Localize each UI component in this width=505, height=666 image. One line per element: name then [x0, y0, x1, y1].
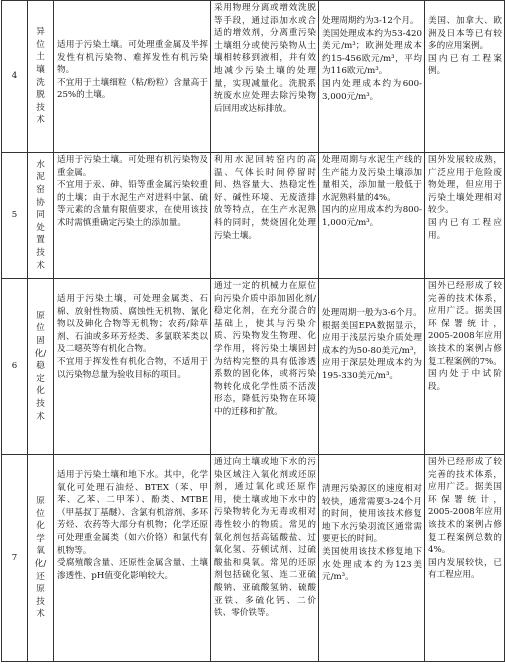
applicability-text: 不宜用于挥发性有机化合物，不适用于以污染物总量为验收目标的项目。	[57, 356, 208, 380]
status-text: 国内已有工程应用。	[428, 217, 502, 241]
principle-cell	[211, 455, 319, 662]
applicability-text: 受腐殖酸含量、还原性金属含量、土壤渗透性、pH值变化影响较大。	[57, 558, 208, 581]
applicability-cell	[54, 153, 211, 279]
principle-text: 采用物理分离或增效洗脱等手段，通过添加水或合适的增效剂，分离重污染土壤组分或使污染物从土壤相转移到液相，并有效地减少污染土壤的处理量，实现减量化。洗脱系统废水应处理去除污染物后回用或达标排放。	[214, 3, 316, 114]
table-row	[2, 1, 505, 153]
status-text: 国外已经形成了较完善的技术体系，应用广泛。据美国环保署统计，2005-2008年应用该技术的案例占修复工程案例的7%。	[428, 281, 502, 367]
principle-text: 通过向土壤或地下水的污染区域注入氧化剂或还原剂，通过氧化或还原作用，使土壤或地下水中的污染物转化为无毒或相对毒性较小的物质。常见的氧化剂包括高锰酸盐、过氧化氢、芬顿试剂、过硫酸盐和臭氧。常见的还原剂包括硫化氢、连二亚硫酸钠、亚硫酸氢钠、硫酸亚铁、多硫化钙、二价铁、零价铁等。	[214, 457, 316, 619]
applicability-cell	[54, 1, 211, 153]
technology-name: 异位土壤洗脱技术	[28, 1, 54, 153]
applicability-text: 不宜用于土壤细粒（粘/粉粒）含量高于25%的土壤。	[57, 77, 208, 101]
table-row	[2, 153, 505, 279]
status-text: 国内发展较快，已有工程应用。	[428, 557, 502, 581]
cost-text: 处理周期与水泥生产线的生产能力及污染土壤添加量相关，添加量一般低于水泥熟料量的4%。	[322, 155, 422, 203]
cost-text: 处理周期一般为3-6个月。	[322, 308, 422, 318]
status-cell	[425, 153, 505, 279]
cost-cell	[319, 279, 425, 455]
status-cell	[425, 455, 505, 662]
cost-cell	[319, 153, 425, 279]
cost-text: 清理污染源区的速度相对较快，通常需要3-24个月的时间，使用该技术修复地下水污染羽流区通常需要更长的时间。	[322, 484, 422, 545]
row-number: 5	[2, 153, 28, 279]
remediation-technology-table	[1, 0, 505, 662]
cost-text: 国内处理成本约为600-3,000元/m³。	[322, 78, 422, 102]
cost-text: 根据美国EPA数据显示，应用于浅层污染介质处理成本约为50-80美元/m³，应用于深层处理成本约为195-330美元/m³。	[322, 320, 422, 381]
cost-cell	[319, 1, 425, 153]
status-text: 美国、加拿大、欧洲及日本等已有较多的应用案例。	[428, 16, 502, 52]
status-text: 国外发展较成熟，广泛应用于危险废物处理，但应用于污染土壤处理相对较少。	[428, 155, 502, 216]
applicability-text: 适用于污染土壤。可处理重金属及半挥发性有机污染物、难挥发性有机污染物。	[57, 40, 208, 76]
table-row	[2, 279, 505, 455]
technology-name: 原位化学氧化/还原技术	[28, 455, 54, 662]
row-number: 7	[2, 455, 28, 662]
row-number: 4	[2, 1, 28, 153]
status-cell	[425, 1, 505, 153]
table-row	[2, 455, 505, 662]
applicability-text: 适用于污染土壤。可处理有机污染物及重金属。	[57, 155, 208, 178]
status-cell	[425, 279, 505, 455]
principle-cell	[211, 153, 319, 279]
status-text: 国内处于中试阶段。	[428, 369, 502, 392]
technology-name: 水泥窑协同处置技术	[28, 153, 54, 279]
status-text: 国外已经形成了较完善的技术体系，应用广泛。据美国环保署统计，2005-2008年应用该技术的案例占修复工程案例总数的4%。	[428, 457, 502, 556]
cost-text: 国内的应用成本约为800-1,000元/m³。	[322, 205, 422, 228]
cost-text: 处理周期约为3-12个月。	[322, 16, 419, 26]
applicability-cell	[54, 455, 211, 662]
technology-name: 原位固化/稳定化技术	[28, 279, 54, 455]
cost-text: 美国处理成本约为53-420美元/m³；欧洲处理成本约15-456欧元/m³，平均为116欧元/m³。	[322, 28, 422, 77]
principle-text: 利用水泥回转窑内的高温、气体长时间停留时间、热容量大、热稳定性好、碱性环境、无废渣排放等特点，在生产水泥熟料的同时，焚烧固化处理污染土壤。	[214, 155, 316, 241]
row-number: 6	[2, 279, 28, 455]
cost-text: 美国使用该技术修复地下水处理成本约为123美元/m³。	[322, 546, 422, 583]
principle-cell	[211, 1, 319, 153]
status-text: 国内已有工程案例。	[428, 53, 502, 77]
applicability-cell	[54, 279, 211, 455]
principle-cell	[211, 279, 319, 455]
principle-text: 通过一定的机械力在原位向污染介质中添加固化剂/稳定化剂，在充分混合的基础上，使其与污染介质、污染物发生物理、化学作用，将污染土壤固封为结构完整的具有低渗透系数的固化体，或将污染物转化成化学性质不活泼形态，降低污染物在环境中的迁移和扩散。	[214, 281, 316, 417]
applicability-text: 不宜用于汞、砷、铅等重金属污染较重的土壤；由于水泥生产对进料中氯、硫等元素的含量有限值要求，在使用该技术时需慎重确定污染土的添加量。	[57, 180, 208, 228]
applicability-text: 适用于污染土壤，可处理金属类、石棉、放射性物质、腐蚀性无机物、氰化物以及砷化合物等无机物；农药/除草剂、石油或多环芳烃类、多氯联苯类以及二噁英等有机化合物。	[57, 294, 208, 355]
applicability-text: 适用于污染土壤和地下水。其中，化学氧化可处理石油烃、BTEX（苯、甲苯、乙苯、二甲苯）、酚类、MTBE（甲基叔丁基醚）、含氯有机溶剂、多环芳烃、农药等大部分有机物；化学还原可处理重金属类（如六价铬）和氯代有机物等。	[57, 470, 208, 556]
cost-cell	[319, 455, 425, 662]
